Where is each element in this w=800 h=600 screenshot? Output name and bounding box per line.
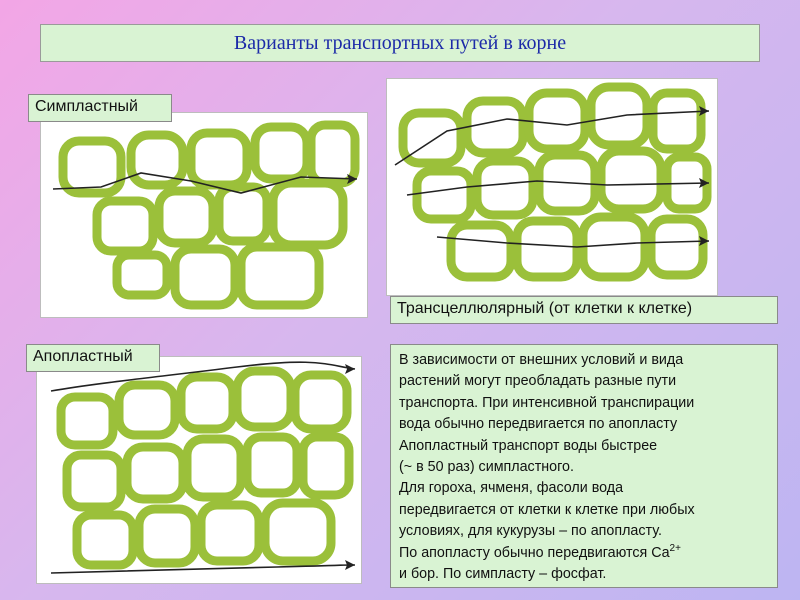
symplast-label: Симпластный <box>28 94 172 122</box>
transcellular-label: Трансцеллюлярный (от клетки к клетке) <box>390 296 778 324</box>
info-line: и бор. По симпласту – фосфат. <box>399 566 607 583</box>
info-text-box <box>390 344 778 588</box>
info-line: В зависимости от внешних условий и вида <box>399 352 684 368</box>
info-line: транспорта. При интенсивной транспирации <box>399 394 695 411</box>
apoplast-cells-diagram <box>37 357 363 585</box>
info-line: Апопластный транспорт воды быстрее <box>399 437 658 454</box>
symplast-diagram-panel <box>40 112 368 318</box>
ca-superscript: 2+ <box>669 542 681 554</box>
apoplast-diagram-panel <box>36 356 362 584</box>
info-line: (~ в 50 раз) симпластного. <box>399 459 574 476</box>
transcellular-diagram-panel <box>386 78 718 296</box>
info-line: передвигается от клетки к клетке при любых <box>399 501 695 518</box>
cell-walls <box>61 371 349 565</box>
apoplast-label: Апопластный <box>26 344 160 372</box>
info-line: вода обычно передвигается по апопласту <box>399 416 678 433</box>
transcellular-cells-diagram <box>387 79 719 297</box>
symplast-cells-diagram <box>41 113 369 319</box>
slide-title: Варианты транспортных путей в корне <box>40 24 760 62</box>
info-line: растений могут преобладать разные пути <box>399 373 677 390</box>
cell-walls <box>63 125 355 305</box>
info-line: Для гороха, ячменя, фасоли вода <box>399 480 624 497</box>
info-line: условиях, для кукурузы – по апопласту. <box>399 523 662 540</box>
info-line: По апопласту обычно передвигаются Ca <box>399 544 670 561</box>
info-line-ca <box>399 543 769 564</box>
